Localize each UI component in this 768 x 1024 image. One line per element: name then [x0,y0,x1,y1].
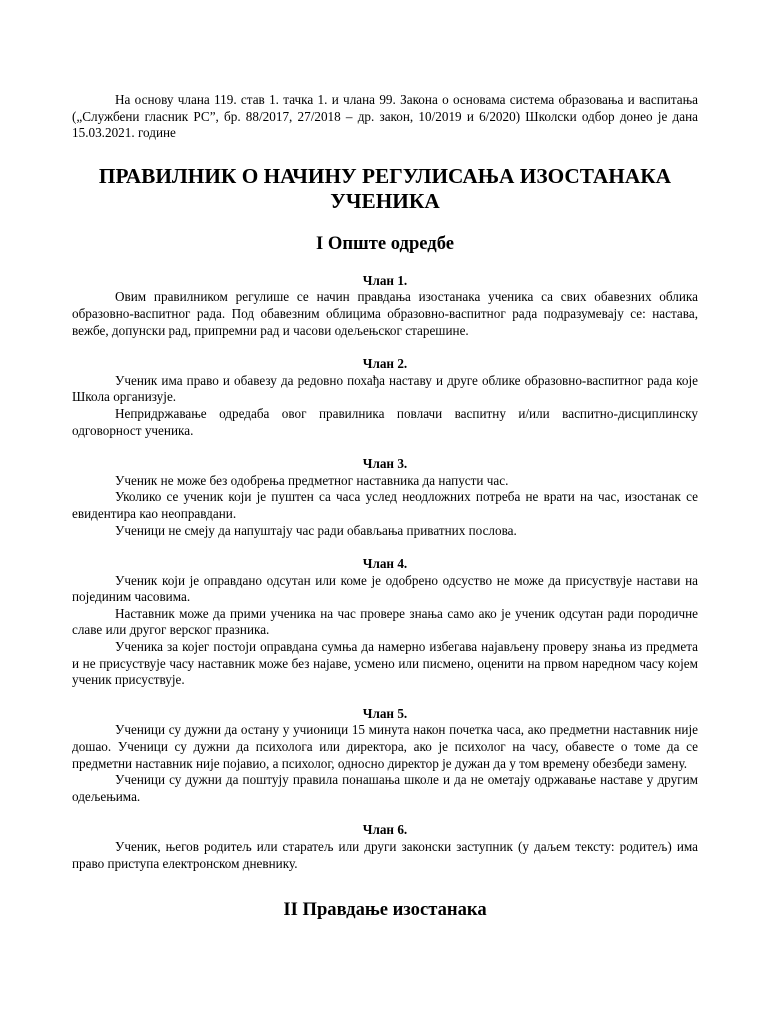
article-paragraph: Овим правилником регулише се начин правдања изостанака ученика са свих обавезних облика образовно-васпитног рада. Под обавезним облицима образовно-васпитног рада подразумевају се: настава, вежбе, допунски рад, припремни рад и часови одељењског старешине. [72,289,698,338]
article-paragraph: Ученик, његов родитељ или старатељ или други законски заступник (у даљем тексту: родитељ) има право приступа електронском дневнику. [72,839,698,871]
article-5 [72,706,698,806]
article-1 [72,273,698,339]
article-heading: Члан 2. [362,356,408,372]
document-page [72,92,698,939]
article-heading: Члан 3. [362,456,408,472]
article-paragraph: Наставник може да прими ученика на час провере знања само ако је ученик одсутан ради породичне славе или другог верског празника. [72,605,698,638]
article-paragraph: Ученик не може без одобрења предметног наставника да напусти час. [115,472,509,488]
article-paragraph: Ученик који је оправдано одсутан или коме је одобрено одсуство не може да присуствује настави на појединим часовима. [72,572,698,605]
article-heading: Члан 1. [362,272,408,288]
article-3 [72,456,698,539]
article-paragraph: Ученика за којег постоји оправдана сумња да намерно избегава најављену проверу знања из предмета и не присуствује часу наставник може без најаве, усмено или писмено, оценити на првом наредном часу којем ученик присуствује. [72,639,698,688]
article-paragraph: Ученици су дужни да остану у учионици 15 минута након почетка часа, ако предметни наставник није дошао. Ученици су дужни да психолога или директора, ако је психолог на часу, обавесте о томе да се предметни наставник није појавио, а психолог, односно директор је дужан да у том времену обезбеди замену. [72,722,698,771]
article-heading: Члан 5. [362,705,408,721]
article-heading: Члан 6. [362,822,408,838]
section-heading-justification: II Правдање изостанака [283,899,487,921]
article-4 [72,556,698,689]
article-paragraph: Ученик има право и обавезу да редовно похађа наставу и друге облике образовно-васпитног рада које Школа организује. [72,372,698,405]
article-paragraph: Ученици су дужни да поштују правила понашања школе и да не ометају одржавање наставе у другим одељењима. [72,772,698,804]
document-title: ПРАВИЛНИК О НАЧИНУ РЕГУЛИСАЊА ИЗОСТАНАКА УЧЕНИКА [98,163,672,213]
article-heading: Члан 4. [362,556,408,572]
article-paragraph: Непридржавање одредаба овог правилника повлачи васпитну и/или васпитно-дисциплинску одговорност ученика. [72,405,698,438]
article-2 [72,356,698,439]
preamble-paragraph: На основу члана 119. став 1. тачка 1. и члана 99. Закона о основама система образовања и васпитања („Службени гласник РС”, бр. 88/2017, 27/2018 – др. закон, 10/2019 и 6/2020) Школски одбор донео је дана 15.03.2021. године [72,92,698,141]
article-paragraph: Ученици не смеју да напуштају час ради обављања приватних послова. [115,522,517,538]
article-6 [72,822,698,872]
section-heading-general: I Опште одредбе [315,232,455,254]
article-paragraph: Уколико се ученик који је пуштен са часа услед неодложних потреба не врати на час, изостанак се евидентира као неоправдани. [72,489,698,521]
